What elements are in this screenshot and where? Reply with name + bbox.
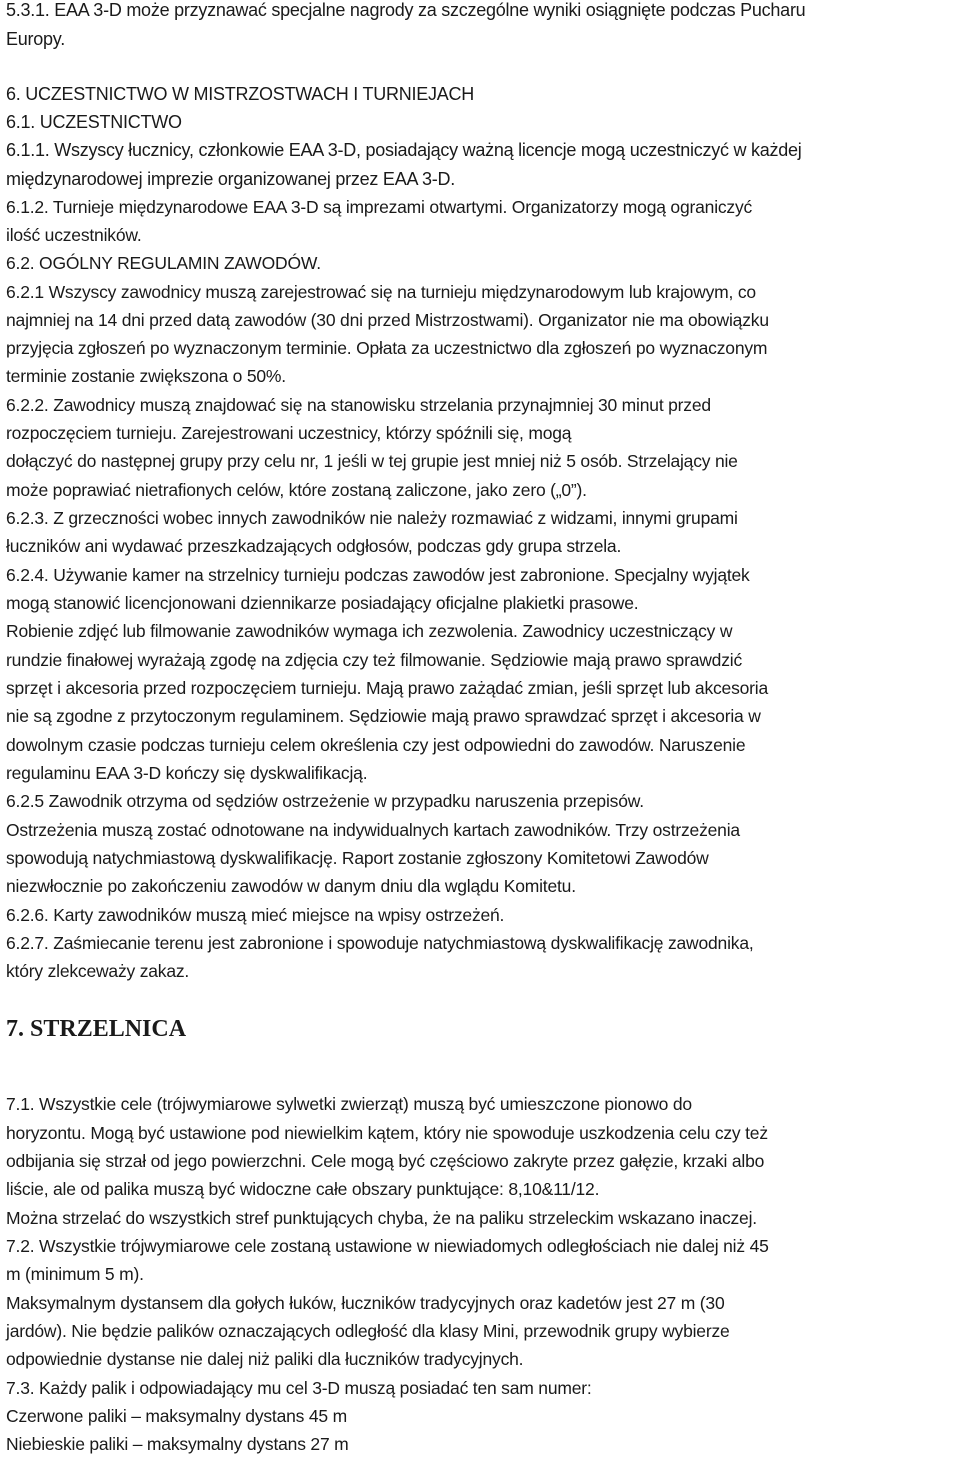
text-line: międzynarodowej imprezie organizowanej przez EAA 3-D. [6,169,455,189]
text-line: Ostrzeżenia muszą zostać odnotowane na indywidualnych kartach zawodników. Trzy ostrzeżenia [6,820,740,840]
text-line: odpowiednie dystanse nie dalej niż paliki dla łuczników tradycyjnych. [6,1349,524,1369]
text-line: dołączyć do następnej grupy przy celu nr, 1 jeśli w tej grupie jest mniej niż 5 osób. Strzelający nie [6,451,738,471]
text-line: 7.2. Wszystkie trójwymiarowe cele zostaną ustawione w niewiadomych odległościach nie dalej niż 45 [6,1236,769,1256]
text-line: 6.2.7. Zaśmiecanie terenu jest zabronione i spowoduje natychmiastową dyskwalifikację zawodnika, [6,933,754,953]
text-line: przyjęcia zgłoszeń po wyznaczonym terminie. Opłata za uczestnictwo dla zgłoszeń po wyznaczonym [6,338,768,358]
text-line: m (minimum 5 m). [6,1264,144,1284]
text-line: jardów). Nie będzie palików oznaczających odległość dla klasy Mini, przewodnik grupy wybierze [6,1321,730,1341]
text-line: regulaminu EAA 3-D kończy się dyskwalifikacją. [6,763,368,783]
text-line: Maksymalnym dystansem dla gołych łuków, łuczników tradycyjnych oraz kadetów jest 27 m (30 [6,1293,725,1313]
text-line: najmniej na 14 dni przed datą zawodów (30 dni przed Mistrzostwami). Organizator nie ma obowiązku [6,310,769,330]
text-line: Można strzelać do wszystkich stref punktujących chyba, że na paliku strzeleckim wskazano inaczej. [6,1208,757,1228]
text-line: Robienie zdjęć lub filmowanie zawodników wymaga ich zezwolenia. Zawodnicy uczestniczący w [6,621,733,641]
text-line: terminie zostanie zwiększona o 50%. [6,366,286,386]
text-line: liście, ale od palika muszą być widoczne całe obszary punktujące: 8,10&11/12. [6,1179,600,1199]
text-line: mogą stanowić licencjonowani dziennikarze posiadający oficjalne plakietki prasowe. [6,593,639,613]
subsection-heading: 6.1. UCZESTNICTWO [6,112,182,132]
text-line: spowodują natychmiastową dyskwalifikację. Raport zostanie zgłoszony Komitetowi Zawodów [6,848,709,868]
section-heading: 7. STRZELNICA [6,1016,187,1042]
text-line: 5.3.1. EAA 3-D może przyznawać specjalne nagrody za szczególne wyniki osiągnięte podczas Pucharu [6,0,806,20]
text-line: 6.2.6. Karty zawodników muszą mieć miejsce na wpisy ostrzeżeń. [6,905,505,925]
text-line: sprzęt i akcesoria przed rozpoczęciem turnieju. Mają prawo zażądać zmian, jeśli sprzęt lub akcesoria [6,678,769,698]
text-line: może poprawiać nietrafionych celów, które zostaną zaliczone, jako zero („0”). [6,480,587,500]
subsection-heading: 6.2. OGÓLNY REGULAMIN ZAWODÓW. [6,253,321,273]
text-line: łuczników ani wydawać przeszkadzających odgłosów, podczas gdy grupa strzela. [6,536,622,556]
text-line: 6.1.2. Turnieje międzynarodowe EAA 3-D są imprezami otwartymi. Organizatorzy mogą ograniczyć [6,197,753,217]
text-line: 6.2.4. Używanie kamer na strzelnicy turnieju podczas zawodów jest zabronione. Specjalny wyjątek [6,565,750,585]
text-line: 6.2.1 Wszyscy zawodnicy muszą zarejestrować się na turnieju międzynarodowym lub krajowym, co [6,282,756,302]
text-line: nie są zgodne z przytoczonym regulaminem. Sędziowie mają prawo sprawdzać sprzęt i akcesoria w [6,706,761,726]
text-line: 6.2.2. Zawodnicy muszą znajdować się na stanowisku strzelania przynajmniej 30 minut przed [6,395,711,415]
text-line: horyzontu. Mogą być ustawione pod niewielkim kątem, który nie spowoduje uszkodzenia celu czy też [6,1123,768,1143]
text-line: Europy. [6,29,65,49]
text-line: odbijania się strzał od jego powierzchni. Cele mogą być częściowo zakryte przez gałęzie, krzaki albo [6,1151,765,1171]
text-line: Niebieskie paliki – maksymalny dystans 27 m [6,1434,349,1454]
text-line: 6.2.3. Z grzeczności wobec innych zawodników nie należy rozmawiać z widzami, innymi grupami [6,508,738,528]
text-line: rundzie finałowej wyrażają zgodę na zdjęcia czy też filmowanie. Sędziowie mają prawo sprawdzić [6,650,742,670]
text-line: 7.3. Każdy palik i odpowiadający mu cel 3-D muszą posiadać ten sam numer: [6,1378,592,1398]
text-line: 6.1.1. Wszyscy łucznicy, członkowie EAA 3-D, posiadający ważną licencje mogą uczestniczyć w każdej [6,140,802,160]
text-line: który zlekceważy zakaz. [6,961,190,981]
text-line: Czerwone paliki – maksymalny dystans 45 m [6,1406,347,1426]
text-line: ilość uczestników. [6,225,142,245]
text-line: rozpoczęciem turnieju. Zarejestrowani uczestnicy, którzy spóźnili się, mogą [6,423,572,443]
text-line: 6.2.5 Zawodnik otrzyma od sędziów ostrzeżenie w przypadku naruszenia przepisów. [6,791,644,811]
text-line: dowolnym czasie podczas turnieju celem określenia czy jest odpowiedni do zawodów. Naruszenie [6,735,746,755]
text-line: 7.1. Wszystkie cele (trójwymiarowe sylwetki zwierząt) muszą być umieszczone pionowo do [6,1094,692,1114]
section-heading: 6. UCZESTNICTWO W MISTRZOSTWACH I TURNIEJACH [6,84,474,104]
text-line: niezwłocznie po zakończeniu zawodów w danym dniu dla wglądu Komitetu. [6,876,576,896]
